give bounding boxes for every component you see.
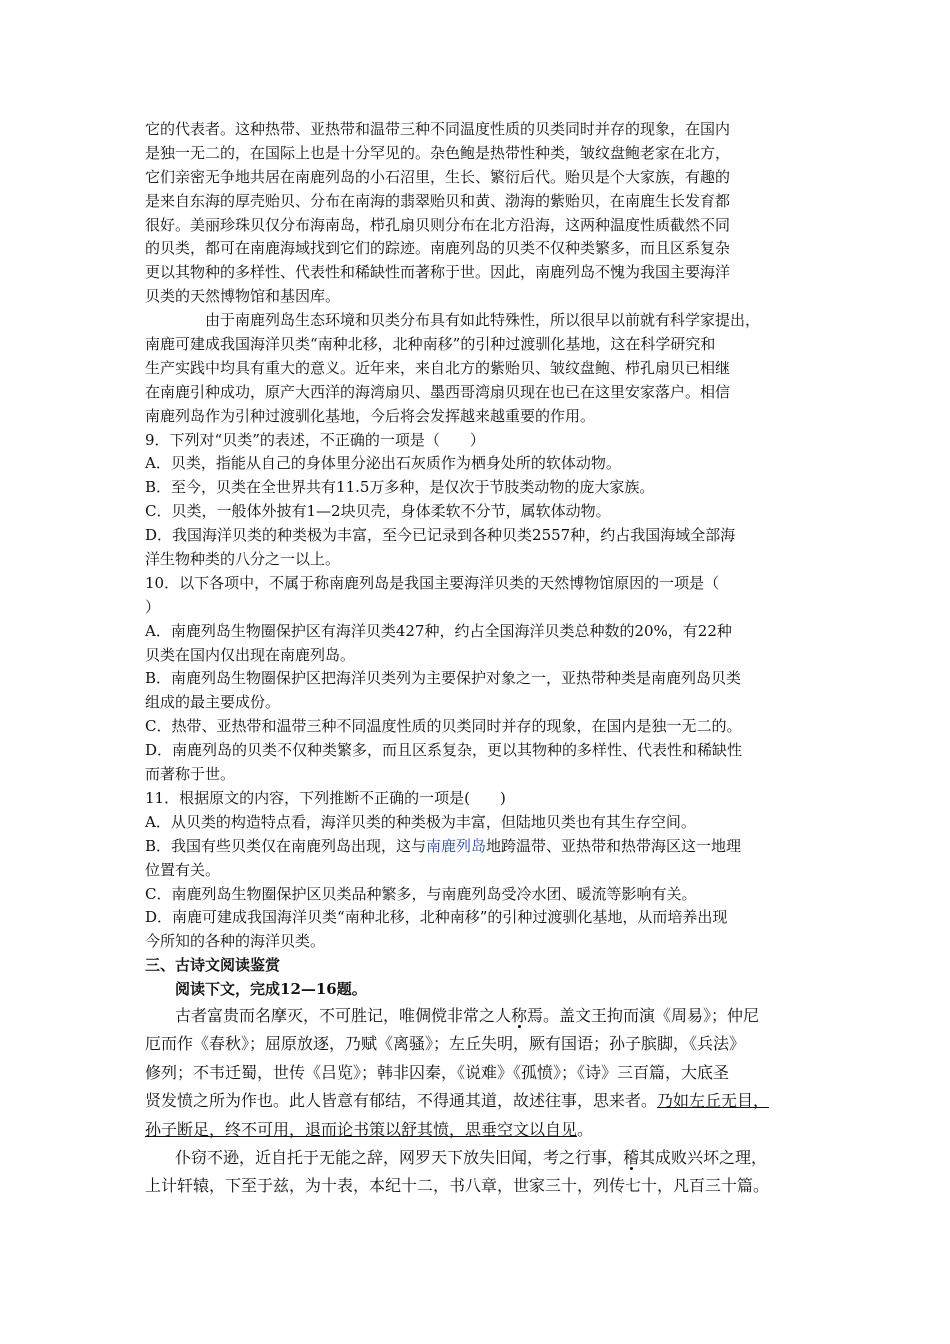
classical-text: 焉。盖文王拘而演《周易》；仲尼 [527,1005,760,1025]
text-line: 9．下列对“贝类”的表述，不正确的一项是（ ） [145,430,485,449]
text-line: 位置有关。 [145,860,221,879]
classical-line [145,1144,817,1172]
text-line: C．贝类，一般体外披有1—2块贝壳，身体柔软不分节，属软体动物。 [145,502,611,521]
classical-line [145,1002,817,1030]
question-list [145,429,817,835]
classical-line [145,1116,817,1144]
emphasis-dot-char: 称 [511,1005,528,1025]
text-line: 在南鹿引种成功，原产大西洋的海湾扇贝、墨西哥湾扇贝现在也已在这里安家落户。相信 [145,382,731,401]
q11b-highlight: 南鹿列岛 [426,836,487,855]
text-line: 南鹿列岛作为引种过渡驯化基地，今后将会发挥越来越重要的作用。 [145,406,596,425]
text-line: 生产实践中均具有重大的意义。近年来，来自北方的紫贻贝、皱纹盘鲍、栉孔扇贝已相继 [145,358,731,377]
text-line: 洋生物种类的八分之一以上。 [145,550,341,569]
emphasis-dot-char: 稽 [623,1147,640,1167]
classical-text: 古者富贵而名摩灭，不可胜记，唯倜傥非常之人 [175,1005,512,1025]
passage-paragraph-1 [145,118,817,309]
classical-passage [145,1002,817,1201]
question-11-option-b [145,835,817,859]
classical-text: 。 [577,1119,594,1139]
text-line: 南鹿可建成我国海洋贝类“南种北移，北种南移”的引种过渡驯化基地，这在科学研究和 [145,335,716,354]
classical-text: 仆窃不逊，近自托于无能之辞，网罗天下放失旧闻，考之行事， [175,1147,624,1167]
passage-paragraph-2 [145,309,817,428]
text-line: 的贝类，都可在南鹿海域找到它们的踪迹。南鹿列岛的贝类不仅种类繁多，而且区系复杂 [145,239,731,258]
classical-line [145,1087,817,1115]
classical-text: 其成败兴坏之理， [639,1147,768,1167]
text-line: A．贝类，指能从自己的身体里分泌出石灰质作为栖身处所的软体动物。 [145,454,621,473]
classical-line: 厄而作《春秋》；屈原放逐，乃赋《离骚》；左丘失明，厥有国语；孙子膑脚，《兵法》 [145,1034,746,1054]
classical-line: 上计轩辕，下至于兹，为十表，本纪十二，书八章，世家三十，列传七十，凡百三十篇。 [145,1176,770,1196]
text-line: B．至今，贝类在全世界共有11.5万多种，是仅次于节肢类动物的庞大家族。 [145,478,655,497]
text-line: D．南鹿列岛的贝类不仅种类繁多，而且区系复杂，更以其物种的多样性、代表性和稀缺性 [145,741,743,760]
text-line: 是来自东海的厚壳贻贝、分布在南海的翡翠贻贝和黄、渤海的紫贻贝，在南鹿生长发育都 [145,191,731,210]
text-line: 贝类在国内仅出现在南鹿列岛。 [145,645,356,664]
text-line: 10．以下各项中，不属于称南鹿列岛是我国主要海洋贝类的天然博物馆原因的一项是（ [145,573,720,592]
question-11-rest [145,859,817,955]
section-instruction: 阅读下文，完成12—16题。 [175,980,367,999]
text-line: 它的代表者。这种热带、亚热带和温带三种不同温度性质的贝类同时并存的现象，在国内 [145,120,731,138]
document-page [145,118,817,1201]
text-line: D．南鹿可建成我国海洋贝类“南种北移，北种南移”的引种过渡驯化基地，从而培养出现 [145,908,728,927]
text-line: 今所知的各种的海洋贝类。 [145,932,326,951]
text-line: A．南鹿列岛生物圈保护区有海洋贝类427种，约占全国海洋贝类总种数的20%，有22种 [145,621,732,640]
q11b-text-post: 地跨温带、亚热带和热带海区这一地理 [486,836,742,855]
underlined-sentence: 乃如左丘无目， [657,1091,770,1111]
text-line: A．从贝类的构造特点看，海洋贝类的种类极为丰富，但陆地贝类也有其生存空间。 [145,812,696,831]
text-line: 而著称于世。 [145,765,236,784]
text-line: C．南鹿列岛生物圈保护区贝类品种繁多，与南鹿列岛受冷水团、暖流等影响有关。 [145,884,697,903]
classical-text: 贤发愤之所为作也。此人皆意有郁结，不得通其道，故述往事，思来者。 [145,1091,658,1111]
text-line: 贝类的天然博物馆和基因库。 [145,287,341,306]
text-line: D．我国海洋贝类的种类极为丰富，至今已记录到各种贝类2557种，约占我国海域全部海 [145,526,736,545]
text-line: 很好。美丽珍珠贝仅分布海南岛，栉孔扇贝则分布在北方沿海，这两种温度性质截然不同 [145,215,731,234]
text-line: 它们亲密无争地共居在南鹿列岛的小石沼里，生长、繁衍后代。贻贝是个大家族，有趣的 [145,167,731,186]
underlined-sentence: 孙子断足，终不可用，退而论书策以舒其愤，思垂空文以自见 [145,1119,578,1139]
text-line: 11．根据原文的内容，下列推断不正确的一项是( ) [145,788,506,807]
classical-line: 修列；不韦迁蜀，世传《吕览》；韩非囚秦，《说难》《孤愤》；《诗》三百篇，大底圣 [145,1062,730,1082]
text-line: 更以其物种的多样性、代表性和稀缺性而著称于世。因此，南鹿列岛不愧为我国主要海洋 [145,263,731,282]
section-title: 三、古诗文阅读鉴赏 [145,956,281,975]
text-line: 组成的最主要成份。 [145,693,281,712]
text-line: B．南鹿列岛生物圈保护区把海洋贝类列为主要保护对象之一，亚热带种类是南鹿列岛贝类 [145,669,742,688]
text-line: 是独一无二的，在国际上也是十分罕见的。杂色鲍是热带性种类，皱纹盘鲍老家在北方， [145,143,731,162]
q11b-text-pre: B．我国有些贝类仅在南鹿列岛出现，这与 [145,836,427,855]
text-line: C．热带、亚热带和温带三种不同温度性质的贝类同时并存的现象，在国内是独一无二的。 [145,717,742,736]
text-line: ） [145,597,161,616]
text-line: 由于南鹿列岛生态环境和贝类分布具有如此特殊性，所以很早以前就有科学家提出， [205,311,761,330]
